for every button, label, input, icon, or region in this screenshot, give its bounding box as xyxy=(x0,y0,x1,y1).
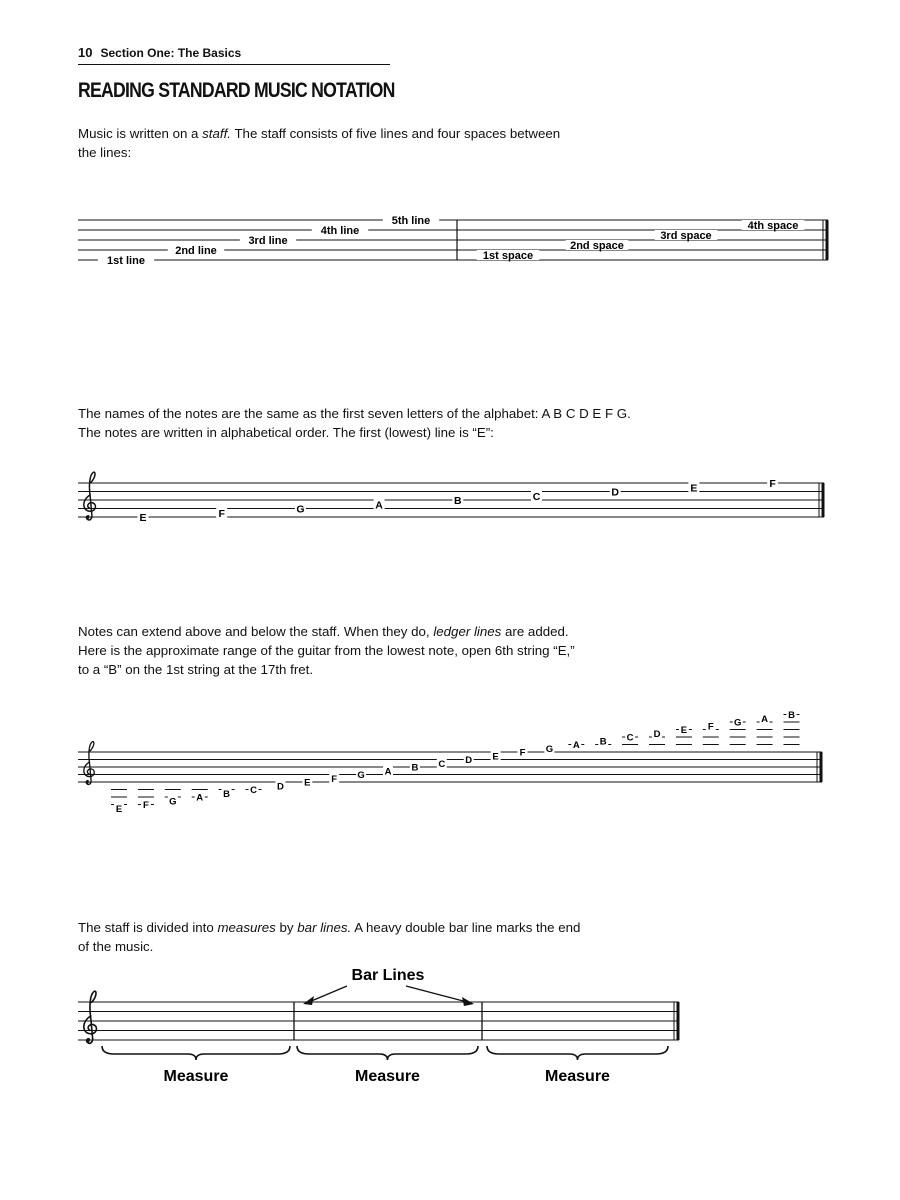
staff-space-label: 4th space xyxy=(747,220,799,232)
bar-lines-label: Bar Lines xyxy=(351,967,425,984)
note-label: B xyxy=(788,710,795,722)
page-number: 10 xyxy=(78,45,93,60)
note-label: F xyxy=(707,721,714,733)
measures-figure xyxy=(78,967,680,1085)
note-label: D xyxy=(611,486,619,499)
intro-emphasis: staff. xyxy=(202,126,231,141)
note-label: B xyxy=(411,762,419,774)
note-label: C xyxy=(532,490,541,503)
note-label: F xyxy=(331,773,338,785)
measure-text: The staff is divided into xyxy=(78,920,218,935)
measure-text: by xyxy=(275,920,298,935)
ledger-text: to a “B” on the 1st string at the 17th fret. xyxy=(78,662,314,677)
ledger-emphasis: ledger lines xyxy=(433,624,502,639)
intro-text: The staff consists of five lines and four spaces between xyxy=(230,126,561,141)
staff-line-label: 2nd line xyxy=(175,245,217,257)
notes-text: The names of the notes are the same as the first seven letters of the alphabet: A B C D E F G. xyxy=(78,406,631,421)
measure-label: Measure xyxy=(545,1068,610,1085)
note-label: E xyxy=(680,725,688,737)
note-label: G xyxy=(169,796,177,808)
arrow-line xyxy=(406,986,467,1002)
intro-text: the lines: xyxy=(78,145,132,160)
page-title: READING STANDARD MUSIC NOTATION xyxy=(78,79,395,102)
measure-text: of the music. xyxy=(78,939,154,954)
note-label: D xyxy=(276,781,284,793)
note-label: G xyxy=(734,717,742,729)
measure-brace xyxy=(487,1046,668,1060)
note-label: A xyxy=(761,713,769,725)
note-label: C xyxy=(438,758,446,770)
note-label: G xyxy=(357,770,365,782)
note-label: B xyxy=(599,736,607,748)
section-title: Section One: The Basics xyxy=(100,46,242,60)
notes-text: The notes are written in alphabetical order. The first (lowest) line is “E”: xyxy=(78,425,494,440)
note-label: G xyxy=(545,743,554,755)
note-label: F xyxy=(142,800,149,812)
staff-line-label: 3rd line xyxy=(248,235,288,247)
note-label: A xyxy=(572,740,580,752)
note-names-staff-figure xyxy=(78,472,825,524)
note-label: B xyxy=(223,788,231,800)
note-label: A xyxy=(384,766,392,778)
staff-line-label: 1st line xyxy=(107,255,145,267)
note-label: F xyxy=(218,507,225,520)
thick-bar-line xyxy=(820,752,823,782)
note-label: B xyxy=(454,495,462,507)
guitar-range-staff-figure xyxy=(78,710,823,815)
arrow-head-left xyxy=(303,996,314,1005)
arrow-line xyxy=(309,986,347,1002)
note-label: C xyxy=(250,785,257,797)
measure-text: A heavy double bar line marks the end xyxy=(351,920,581,935)
thick-bar-line xyxy=(822,483,825,517)
staff-lines-spaces-figure xyxy=(78,214,829,267)
treble-clef-icon xyxy=(84,742,94,785)
note-label: E xyxy=(115,803,123,815)
note-label: D xyxy=(465,755,473,767)
intro-text: Music is written on a xyxy=(78,126,203,141)
note-label: A xyxy=(375,499,383,512)
measure-label: Measure xyxy=(355,1068,420,1085)
note-label: C xyxy=(626,732,634,744)
note-label: G xyxy=(296,503,305,516)
note-label: D xyxy=(653,728,661,740)
note-label: A xyxy=(196,792,204,804)
note-label: F xyxy=(519,747,526,759)
measure-label: Measure xyxy=(163,1068,229,1085)
note-label: E xyxy=(304,777,311,789)
measure-brace xyxy=(297,1046,478,1060)
ledger-text: are added. xyxy=(501,624,569,639)
staff-line-label: 4th line xyxy=(320,225,360,237)
treble-clef-icon xyxy=(84,472,96,520)
staff-space-label: 2nd space xyxy=(570,240,624,252)
measure-emphasis: measures xyxy=(217,920,276,935)
ledger-text: Notes can extend above and below the staff. When they do, xyxy=(78,624,434,639)
ledger-text: Here is the approximate range of the guitar from the lowest note, open 6th string “E,” xyxy=(78,643,575,658)
note-label: E xyxy=(690,482,698,495)
note-label: F xyxy=(769,478,776,490)
note-label: E xyxy=(492,751,499,763)
measure-brace xyxy=(102,1046,290,1060)
measure-emphasis: bar lines. xyxy=(297,920,352,935)
staff-line-label: 5th line xyxy=(391,215,431,227)
note-label: E xyxy=(139,512,147,524)
staff-space-label: 3rd space xyxy=(660,230,712,242)
thick-bar-line xyxy=(826,220,829,260)
staff-space-label: 1st space xyxy=(482,250,534,262)
thick-bar-line xyxy=(677,1002,680,1040)
treble-clef-icon xyxy=(84,991,97,1043)
